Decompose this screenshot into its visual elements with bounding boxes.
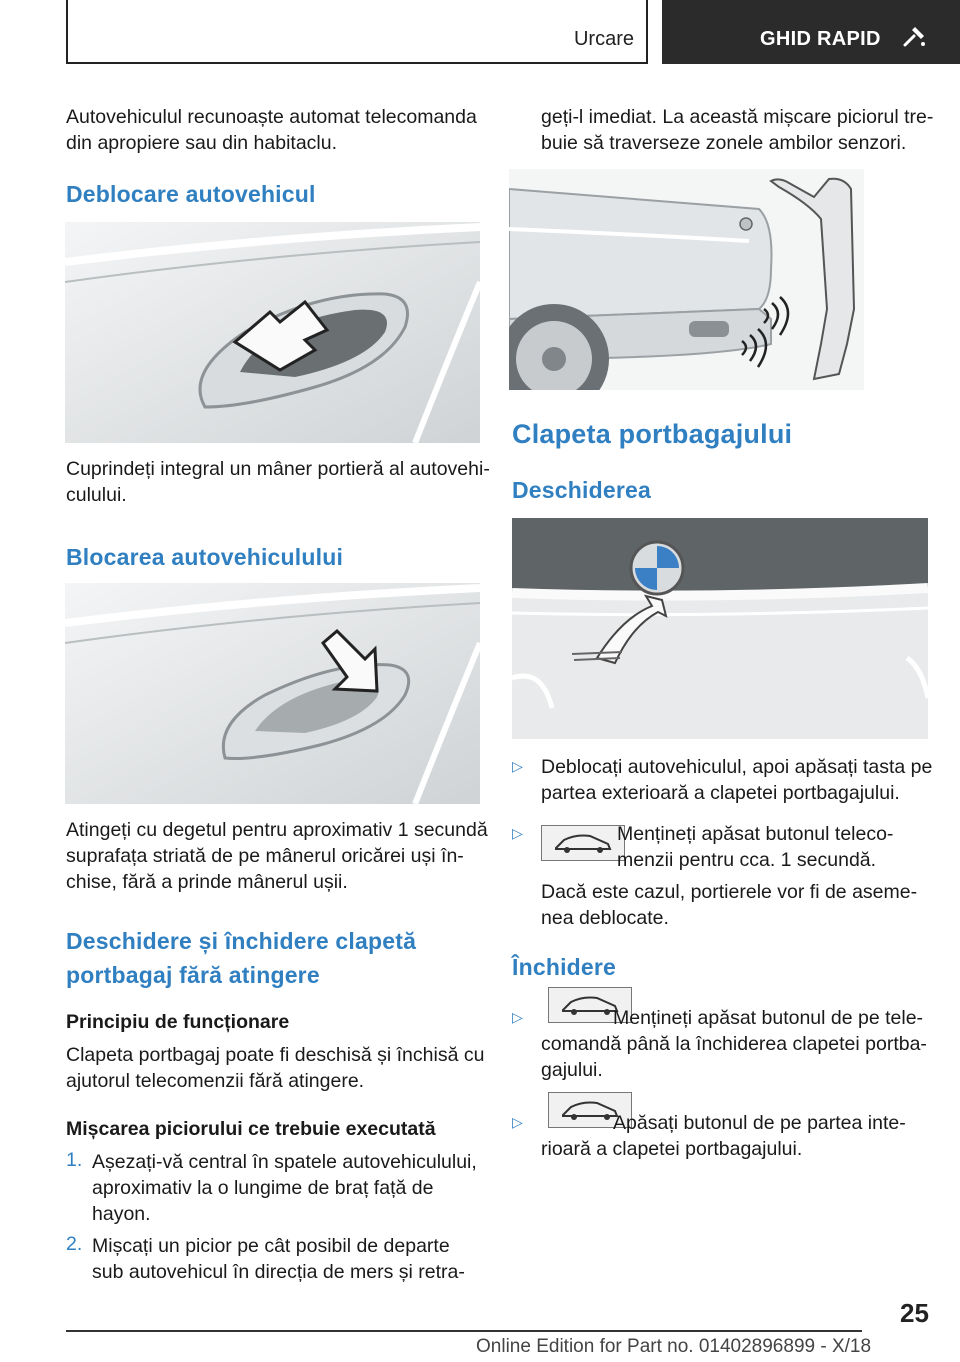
open-note — [541, 879, 917, 931]
heading-unlock: Deblocare autovehicul — [66, 181, 316, 207]
triangle-bullet-icon: ▷ — [512, 1009, 523, 1025]
step-number: 2. — [66, 1233, 83, 1255]
step-text — [92, 1149, 512, 1227]
heading-close: Închidere — [512, 954, 617, 980]
lock-text — [66, 817, 488, 895]
text-line: buie să traverseze zonele ambilor senzori. — [541, 132, 907, 154]
bullet-text — [541, 754, 941, 806]
bullet-text-rest: rioară a clapetei portbagajului. — [541, 1138, 803, 1160]
bullet-text — [617, 821, 937, 873]
triangle-bullet-icon: ▷ — [512, 825, 523, 841]
bullet-text-rest — [541, 1031, 941, 1083]
text-line: Mișcați un picior pe cât posibil de departe — [92, 1235, 450, 1257]
page-number: 25 — [900, 1298, 929, 1328]
heading-trunk: Clapeta portbagajului — [512, 419, 793, 449]
door-handle-unlock-illustration — [65, 222, 480, 443]
text-line: Clapeta portbagaj poate fi deschisă și închisă cu — [66, 1044, 485, 1066]
step-text — [92, 1233, 512, 1285]
remote-trunk-button-icon — [541, 825, 625, 861]
heading-line: portbagaj fără atingere — [66, 962, 320, 988]
text-line: partea exterioară a clapetei portbagajului. — [541, 782, 900, 804]
heading-touchless — [66, 924, 416, 992]
text-line: hayon. — [92, 1203, 151, 1225]
text-line: geți-l imediat. La această mișcare piciorul tre‐ — [541, 106, 934, 128]
trunk-button-illustration — [512, 518, 928, 739]
text-line: Atingeți cu degetul pentru aproximativ 1 secundă — [66, 819, 488, 841]
door-handle-lock-illustration — [65, 583, 480, 804]
bullet-text-first: Apăsați butonul de pe partea inte‐ — [613, 1112, 906, 1134]
text-line: aproximativ la o lungime de braț față de — [92, 1177, 434, 1199]
text-line: comandă până la închiderea clapetei portba‐ — [541, 1033, 927, 1055]
footer-edition: Online Edition for Part no. 01402896899 - X/18 — [476, 1336, 872, 1357]
touchless-trunk-illustration — [509, 169, 864, 390]
header-section-title: Urcare — [573, 28, 634, 50]
text-line: culului. — [66, 484, 127, 506]
step-number: 1. — [66, 1149, 83, 1171]
text-line: suprafața striată de pe mânerul oricărei uși în‐ — [66, 845, 464, 867]
heading-lock: Blocarea autovehiculului — [66, 544, 344, 570]
header-frame — [66, 0, 648, 64]
principle-text — [66, 1042, 484, 1094]
text-line: Deblocați autovehiculul, apoi apăsați tasta pe — [541, 756, 933, 778]
quick-guide-icon — [902, 26, 928, 53]
heading-open: Deschiderea — [512, 477, 651, 503]
text-line: Autovehiculul recunoaște automat telecomanda — [66, 106, 477, 128]
continued-text — [541, 104, 933, 156]
heading-principle: Principiu de funcționare — [66, 1011, 290, 1033]
text-line: ajutorul telecomenzii fără atingere. — [66, 1070, 365, 1092]
footer-divider — [66, 1330, 862, 1332]
intro-text — [66, 104, 477, 156]
heading-motion: Mișcarea piciorului ce trebuie executată — [66, 1118, 436, 1140]
text-line: din apropiere sau din habitaclu. — [66, 132, 338, 154]
text-line: menzii pentru cca. 1 secundă. — [617, 849, 877, 871]
header-badge-label: GHID RAPID — [760, 28, 881, 50]
text-line: chise, fără a prinde mânerul ușii. — [66, 871, 348, 893]
bullet-text-first: Mențineți apăsat butonul de pe tele‐ — [613, 1007, 924, 1029]
header-badge — [662, 0, 960, 64]
text-line: Așezați-vă central în spatele autovehiculului, — [92, 1151, 477, 1173]
triangle-bullet-icon: ▷ — [512, 1114, 523, 1130]
text-line: Cuprindeți integral un mâner portieră al autovehi‐ — [66, 458, 490, 480]
text-line: Mențineți apăsat butonul teleco‐ — [617, 823, 894, 845]
text-line: Dacă este cazul, portierele vor fi de aseme‐ — [541, 881, 918, 903]
text-line: gajului. — [541, 1059, 603, 1081]
text-line: nea deblocate. — [541, 907, 669, 929]
heading-line: Deschidere și închidere clapetă — [66, 928, 417, 954]
text-line: sub autovehicul în direcția de mers și retra‐ — [92, 1261, 465, 1283]
triangle-bullet-icon: ▷ — [512, 758, 523, 774]
unlock-text — [66, 456, 490, 508]
